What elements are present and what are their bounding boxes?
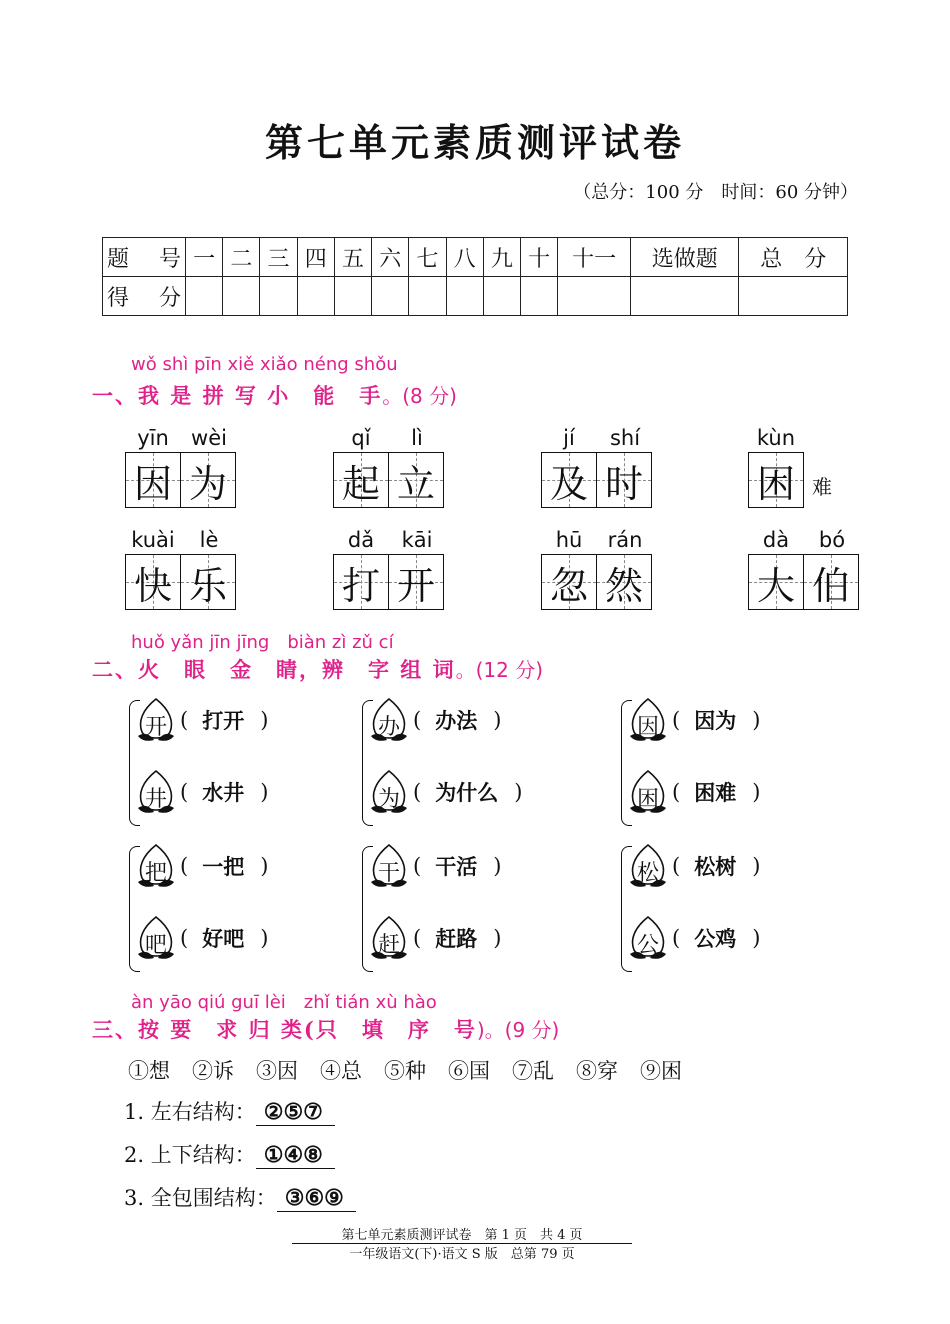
- tianzige-grid: [541, 554, 652, 610]
- paren-close: ): [752, 708, 761, 732]
- classification-question: [124, 1096, 335, 1126]
- answer-word[interactable]: 困难: [694, 781, 737, 805]
- peach-char: 因: [636, 715, 659, 740]
- classification-question: [124, 1182, 356, 1212]
- peach-char: 公: [636, 933, 659, 958]
- tianzige-cell: [596, 555, 651, 609]
- paren-close: ): [260, 708, 269, 732]
- hanzi: 起: [341, 461, 380, 506]
- numbered-char: ⑦乱: [512, 1059, 554, 1083]
- pinyin-syllable: yīn: [137, 426, 169, 450]
- paren-close: ): [493, 708, 502, 732]
- hanzi: 大: [756, 563, 795, 608]
- hanzi: 然: [604, 563, 643, 608]
- peach-char: 井: [144, 787, 167, 812]
- paren-open: (: [413, 926, 422, 950]
- section2-pinyin: huǒ yǎn jīn jīng biàn zì zǔ cí: [131, 632, 394, 653]
- paren-open: (: [180, 926, 189, 950]
- numbered-char: ④总: [320, 1059, 362, 1083]
- tianzige-cell: [596, 453, 651, 507]
- pinyin-syllable: wèi: [191, 426, 227, 450]
- section2-title: 二、火 眼 金 睛，辨 字 组 词: [92, 657, 456, 682]
- score-cell[interactable]: [739, 277, 848, 316]
- paren-open: (: [180, 708, 189, 732]
- section1-title: 一、我 是 拼 写 小 能 手: [92, 383, 383, 408]
- pinyin-item: [541, 528, 653, 610]
- page-title: 第七单元素质测评试卷: [264, 120, 685, 165]
- tianzige-cell: [126, 453, 180, 507]
- section3-char-list: [128, 1055, 704, 1085]
- answer-word[interactable]: 打开: [202, 709, 245, 733]
- peach-char: 开: [144, 715, 167, 740]
- pinyin-syllable: qǐ: [351, 426, 371, 450]
- paren-close: ): [514, 780, 523, 804]
- score-col-header: 选做题: [631, 238, 739, 277]
- answer-word[interactable]: 好吧: [202, 927, 245, 951]
- score-cell[interactable]: [446, 277, 483, 316]
- pinyin-syllable: kùn: [756, 426, 796, 450]
- score-col-header: 一: [186, 238, 223, 277]
- section1-pinyin: wǒ shì pīn xiě xiǎo néng shǒu: [131, 354, 398, 375]
- tianzige-cell: [542, 453, 596, 507]
- question-label: 1. 左右结构：: [124, 1100, 256, 1124]
- paren-close: ): [260, 854, 269, 878]
- tianzige-cell: [749, 555, 803, 609]
- word-group-row: [367, 914, 501, 962]
- peach-char: 困: [636, 787, 659, 812]
- paren-open: (: [413, 780, 422, 804]
- pinyin-row: [333, 528, 445, 552]
- paren-open: (: [672, 780, 681, 804]
- peach-char-icon: [134, 696, 178, 744]
- peach-char-icon: [626, 768, 670, 816]
- paren-open: (: [672, 854, 681, 878]
- char-grid-row: [541, 554, 653, 610]
- char-grid-row: [125, 452, 237, 508]
- score-col-header: 八: [446, 238, 483, 277]
- tianzige-cell: [749, 453, 803, 507]
- section1-score: 。(8 分): [382, 384, 457, 408]
- numbered-char: ③因: [256, 1059, 298, 1083]
- score-col-header: 九: [483, 238, 520, 277]
- score-cell[interactable]: [409, 277, 446, 316]
- hanzi: 及: [549, 461, 588, 506]
- score-table: [102, 237, 848, 316]
- word-group-row: [367, 696, 501, 744]
- peach-char-icon: [626, 842, 670, 890]
- word-group-row: [367, 768, 522, 816]
- word-group-row: [626, 914, 760, 962]
- score-cell[interactable]: [631, 277, 739, 316]
- peach-char-icon: [367, 914, 411, 962]
- section2-heading: [92, 654, 543, 684]
- peach-char-icon: [134, 842, 178, 890]
- score-col-header: 总 分: [739, 238, 848, 277]
- footer-line1: 第七单元素质测评试卷 第 1 页 共 4 页: [292, 1224, 632, 1244]
- tianzige-grid: [748, 452, 804, 508]
- tianzige-grid: [333, 554, 444, 610]
- char-grid-row: [541, 452, 653, 508]
- pinyin-item: [125, 528, 237, 610]
- peach-char: 松: [636, 861, 659, 886]
- score-col-header: 三: [260, 238, 297, 277]
- numbered-char: ⑧穿: [576, 1059, 618, 1083]
- exam-info: （总分：100 分 时间：60 分钟）: [573, 182, 858, 203]
- score-col-header: 十: [520, 238, 557, 277]
- score-col-header: 五: [334, 238, 371, 277]
- section2-score: 。(12 分): [455, 658, 544, 682]
- paren-close: ): [752, 854, 761, 878]
- pinyin-item: [125, 426, 237, 508]
- pinyin-item: [748, 426, 860, 508]
- tianzige-grid: [125, 554, 236, 610]
- pinyin-row: [748, 528, 860, 552]
- hanzi: 快: [133, 563, 172, 608]
- pinyin-syllable: shí: [609, 426, 641, 450]
- score-cell[interactable]: [372, 277, 409, 316]
- peach-char-icon: [626, 696, 670, 744]
- score-cell[interactable]: [297, 277, 334, 316]
- question-label: 2. 上下结构：: [124, 1143, 256, 1167]
- hanzi: 因: [133, 461, 172, 506]
- word-group-row: [626, 768, 760, 816]
- classification-question: [124, 1139, 335, 1169]
- score-col-header: 二: [223, 238, 260, 277]
- char-grid-row: [748, 554, 860, 610]
- char-grid-row: [125, 554, 237, 610]
- score-cell[interactable]: [186, 277, 223, 316]
- answer-word[interactable]: 赶路: [435, 927, 478, 951]
- score-cell[interactable]: [483, 277, 520, 316]
- section3-score: )。(9 分): [476, 1018, 560, 1042]
- char-grid-row: [333, 452, 445, 508]
- word-group-row: [134, 842, 268, 890]
- tianzige-cell: [803, 555, 858, 609]
- peach-char-icon: [367, 696, 411, 744]
- score-cell[interactable]: [260, 277, 297, 316]
- peach-char-icon: [134, 914, 178, 962]
- row-header-label: 得 分: [103, 277, 186, 316]
- tianzige-cell: [542, 555, 596, 609]
- score-col-header: 七: [409, 238, 446, 277]
- peach-char: 为: [377, 787, 400, 812]
- peach-char: 赶: [377, 933, 400, 958]
- answer-blank[interactable]: ①④⑧: [256, 1142, 335, 1169]
- pinyin-syllable: [804, 426, 860, 450]
- pinyin-syllable: kāi: [401, 528, 433, 552]
- answer-word[interactable]: 松树: [694, 855, 737, 879]
- tianzige-cell: [388, 555, 443, 609]
- score-col-header: 四: [297, 238, 334, 277]
- pinyin-row: [748, 426, 860, 450]
- peach-char: 把: [144, 861, 167, 886]
- pinyin-row: [125, 528, 237, 552]
- section3-title: 三、按 要 求 归 类(只 填 序 号: [92, 1017, 477, 1042]
- paren-close: ): [752, 926, 761, 950]
- char-grid-row: [333, 554, 445, 610]
- answer-word[interactable]: 办法: [435, 709, 478, 733]
- pinyin-syllable: lè: [199, 528, 219, 552]
- hanzi: 打: [341, 563, 380, 608]
- footer-line2: 一年级语文(下)·语文 S 版 总第 79 页: [349, 1247, 575, 1262]
- word-group-row: [626, 696, 760, 744]
- word-group-row: [134, 914, 268, 962]
- paren-open: (: [672, 708, 681, 732]
- pinyin-item: [333, 426, 445, 508]
- peach-char: 办: [377, 715, 400, 740]
- question-label: 3. 全包围结构：: [124, 1186, 277, 1210]
- hanzi: 伯: [811, 563, 850, 608]
- pinyin-row: [541, 426, 653, 450]
- paren-open: (: [180, 780, 189, 804]
- pinyin-syllable: kuài: [131, 528, 175, 552]
- hanzi: 立: [396, 461, 435, 506]
- extra-char: 难: [812, 475, 832, 499]
- answer-word[interactable]: 为什么: [435, 781, 499, 805]
- pinyin-syllable: dà: [762, 528, 790, 552]
- numbered-char: ⑨困: [640, 1059, 682, 1083]
- peach-char: 干: [377, 861, 400, 886]
- pinyin-item: [748, 528, 860, 610]
- pinyin-syllable: dǎ: [347, 528, 375, 552]
- paren-open: (: [413, 708, 422, 732]
- answer-word[interactable]: 因为: [694, 709, 737, 733]
- peach-char-icon: [134, 768, 178, 816]
- peach-char-icon: [367, 768, 411, 816]
- pinyin-syllable: hū: [555, 528, 583, 552]
- row-header-label: 题 号: [103, 238, 186, 277]
- section3-pinyin: àn yāo qiú guī lèi zhǐ tián xù hào: [131, 992, 437, 1013]
- paren-close: ): [493, 854, 502, 878]
- peach-char-icon: [367, 842, 411, 890]
- pinyin-row: [333, 426, 445, 450]
- tianzige-cell: [388, 453, 443, 507]
- tianzige-cell: [180, 555, 235, 609]
- answer-word[interactable]: 一把: [202, 855, 245, 879]
- tianzige-grid: [125, 452, 236, 508]
- score-col-header: 六: [372, 238, 409, 277]
- paren-close: ): [260, 926, 269, 950]
- tianzige-grid: [748, 554, 859, 610]
- pinyin-syllable: bó: [818, 528, 846, 552]
- hanzi: 时: [604, 461, 643, 506]
- word-group-row: [367, 842, 501, 890]
- score-cell[interactable]: [334, 277, 371, 316]
- paren-close: ): [752, 780, 761, 804]
- paren-close: ): [260, 780, 269, 804]
- numbered-char: ①想: [128, 1059, 170, 1083]
- pinyin-syllable: lì: [411, 426, 423, 450]
- word-group-row: [134, 768, 268, 816]
- paren-open: (: [672, 926, 681, 950]
- answer-word[interactable]: 公鸡: [694, 927, 737, 951]
- score-col-header: 十一: [558, 238, 631, 277]
- peach-char-icon: [626, 914, 670, 962]
- numbered-char: ⑤种: [384, 1059, 426, 1083]
- hanzi: 困: [756, 461, 795, 506]
- tianzige-grid: [333, 452, 444, 508]
- hanzi: 为: [188, 461, 227, 506]
- word-group-row: [134, 696, 268, 744]
- pinyin-row: [125, 426, 237, 450]
- paren-open: (: [180, 854, 189, 878]
- section1-heading: [92, 380, 457, 410]
- pinyin-syllable: jí: [563, 426, 575, 450]
- numbered-char: ②诉: [192, 1059, 234, 1083]
- word-group-row: [626, 842, 760, 890]
- paren-close: ): [493, 926, 502, 950]
- hanzi: 忽: [549, 563, 588, 608]
- peach-char: 吧: [144, 933, 167, 958]
- numbered-char: ⑥国: [448, 1059, 490, 1083]
- score-cell[interactable]: [558, 277, 631, 316]
- hanzi: 乐: [188, 563, 227, 608]
- section3-heading: [92, 1014, 559, 1044]
- tianzige-cell: [180, 453, 235, 507]
- char-grid-row: [748, 452, 860, 508]
- tianzige-cell: [334, 555, 388, 609]
- paren-open: (: [413, 854, 422, 878]
- tianzige-grid: [541, 452, 652, 508]
- tianzige-cell: [334, 453, 388, 507]
- pinyin-item: [333, 528, 445, 610]
- answer-word[interactable]: 水井: [202, 781, 245, 805]
- score-cell[interactable]: [520, 277, 557, 316]
- answer-word[interactable]: 干活: [435, 855, 478, 879]
- pinyin-item: [541, 426, 653, 508]
- tianzige-cell: [126, 555, 180, 609]
- hanzi: 开: [396, 563, 435, 608]
- pinyin-row: [541, 528, 653, 552]
- answer-blank[interactable]: ③⑥⑨: [277, 1185, 356, 1212]
- answer-blank[interactable]: ②⑤⑦: [256, 1099, 335, 1126]
- score-cell[interactable]: [223, 277, 260, 316]
- pinyin-syllable: rán: [607, 528, 643, 552]
